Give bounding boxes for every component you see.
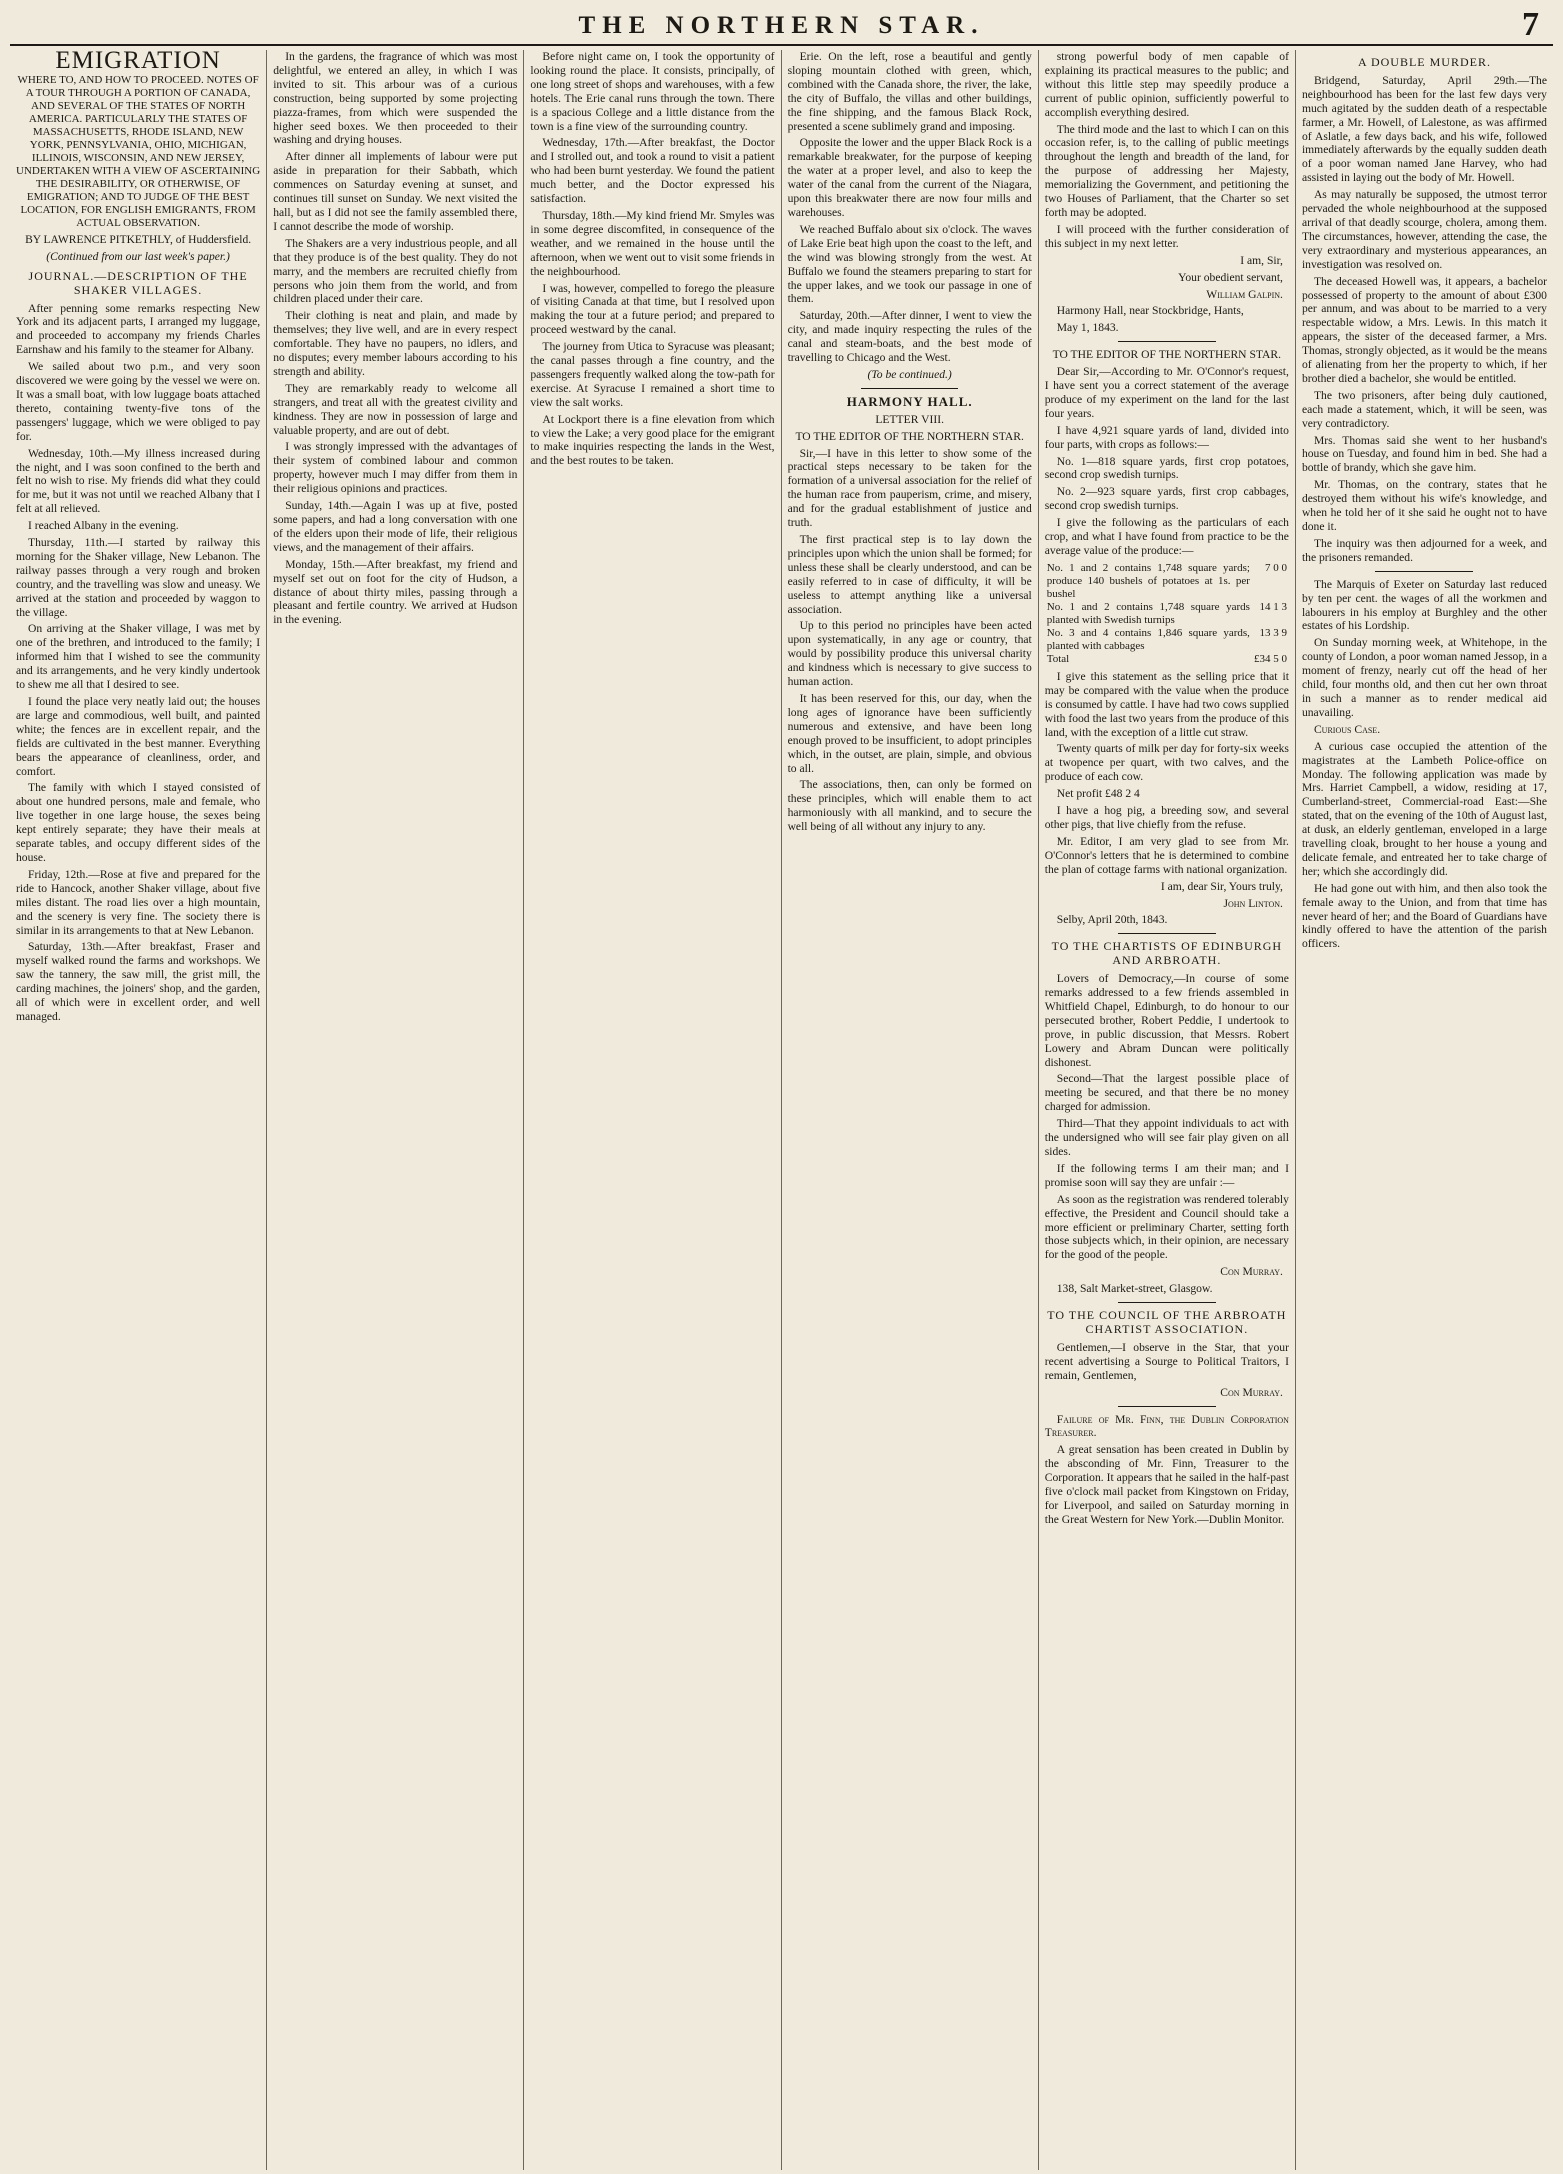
- table-row: [1045, 627, 1289, 653]
- article-paragraph: No. 1—818 square yards, first crop potatoes, second crop swedish turnips.: [1044, 454, 1289, 482]
- article-paragraph: Net profit £48 2 4: [1056, 787, 1140, 801]
- article-paragraph: He had gone out with him, and then also took the female away to the Union, and from that time has never heard of her; and the Board of Guardians have kindly offered to have the attention of the parish officers.: [1301, 881, 1547, 951]
- article-paragraph: I was strongly impressed with the advantages of their system of combined labour and common property, however much I may differ from them in their religious opinions and practices.: [273, 440, 518, 496]
- article-paragraph: No. 2—923 square yards, first crop cabbages, second crop swedish turnips.: [1044, 485, 1289, 513]
- finn-heading: Failure of Mr. Finn, the Dublin Corporation Treasurer.: [1044, 1412, 1289, 1440]
- page-number: 7: [1522, 6, 1539, 43]
- article-paragraph: As soon as the registration was rendered tolerably effective, the President and Council should take a more efficient or preliminary Charter, setting forth those subjects which, in their opinion, are necessary for the good of the people.: [1044, 1192, 1289, 1262]
- column-3: [524, 50, 781, 2170]
- article-paragraph: Mrs. Thomas said she went to her husband's house on Tuesday, and found him in bed. She had a bottle of brandy, which she gave him.: [1301, 433, 1547, 475]
- table-row: [1045, 653, 1289, 666]
- section-divider: [1118, 1302, 1216, 1303]
- arbroath-heading: TO THE COUNCIL OF THE ARBROATH CHARTIST ASSOCIATION.: [1047, 1308, 1287, 1336]
- column-6: [1296, 50, 1553, 2170]
- article-paragraph: strong powerful body of men capable of explaining its practical measures to the public; and without this little step may speedily produce a current of public opinion, sufficiently powerful to accomplish everything desired.: [1044, 50, 1289, 119]
- letter-closing: I am, dear Sir, Yours truly,: [1160, 879, 1283, 893]
- emigration-deck: WHERE TO, AND HOW TO PROCEED. NOTES OF A TOUR THROUGH A PORTION OF CANADA, AND SEVERAL OF THE STATES OF NORTH AMERICA. PARTICULARLY THE STATES OF MASSACHUSETTS, RHODE ISLAND, NEW YORK, PENNSYLVANIA, OHIO, MICHIGAN, ILLINOIS, WISCONSIN, AND NEW JERSEY, UNDERTAKEN WITH A VIEW OF ASCERTAINING THE DESIRABILITY, OR OTHERWISE, OF EMIGRATION; AND TO JUDGE OF THE BEST LOCATION, FOR ENGLISH EMIGRANTS, FROM ACTUAL OBSERVATION.: [16, 73, 261, 229]
- article-paragraph: I was, however, compelled to forego the pleasure of visiting Canada at that time, but I resolved upon making the tour at a future period; and prepared to proceed westward by the canal.: [530, 281, 775, 337]
- article-paragraph: The associations, then, can only be formed on these principles, which will enable them to act harmoniously with all mankind, and to secure the well being of all without any injury to any.: [787, 778, 1032, 834]
- article-paragraph: Friday, 12th.—Rose at five and prepared for the ride to Hancock, another Shaker village, about five miles distant. The road lies over a high mountain, and the scenery is very fine. The society there is similar in its arrangements to that at New Lebanon.: [16, 867, 261, 937]
- article-paragraph: After penning some remarks respecting New York and its adjacent parts, I arranged my luggage, and proceeded to accompany my friends Charles Earnshaw and his family to the steamer for Albany.: [16, 301, 261, 357]
- article-paragraph: The Marquis of Exeter on Saturday last reduced by ten per cent. the wages of all the workmen and labourers in his employ at Burghley and the other estates of his Lordship.: [1301, 577, 1547, 633]
- article-paragraph: They are remarkably ready to welcome all strangers, and treat all with the greatest civility and kindness. They are now in possession of large and valuable property, and are out of debt.: [273, 381, 518, 437]
- letter-place: Selby, April 20th, 1843.: [1056, 913, 1168, 927]
- article-paragraph: Wednesday, 17th.—After breakfast, the Doctor and I strolled out, and took a round to visit a patient who had been burnt yesterday. We found the patient much better, and the Doctor expressed his satisfaction.: [530, 136, 775, 206]
- table-cell-value: 14 1 3: [1259, 600, 1287, 613]
- table-row: [1045, 601, 1289, 627]
- table-cell-label: No. 1 and 2 contains 1,748 square yards; produce 140 bushels of potatoes at 1s. per bushel: [1046, 561, 1250, 600]
- article-paragraph: Second—That the largest possible place of meeting be secured, and that there be no money charged for admission.: [1044, 1072, 1289, 1114]
- article-paragraph: Thursday, 11th.—I started by railway this morning for the Shaker village, New Lebanon. The railway passes through a very rough and broken country, and the travelling was slow and uneasy. We arrived at the station and proceeded by waggon to the village.: [16, 536, 261, 619]
- table-row: [1045, 562, 1289, 601]
- article-paragraph: Wednesday, 10th.—My illness increased during the night, and I was soon confined to the berth and felt no wish to rise. My friends did what they could for me, but it was not until we reached Albany that I felt at all relieved.: [16, 446, 261, 516]
- article-paragraph: I have 4,921 square yards of land, divided into four parts, with crops as follows:—: [1044, 423, 1289, 451]
- article-paragraph: A great sensation has been created in Dublin by the absconding of Mr. Finn, Treasurer to the Corporation. It appears that he sailed in the half-past five o'clock mail packet from Kingstown on Friday, for Liverpool, and sailed on Saturday morning in the Great Western for New York.—Dublin Monitor.: [1044, 1443, 1289, 1526]
- newspaper-title: THE NORTHERN STAR.: [578, 12, 985, 39]
- letter-signature: Con Murray.: [1220, 1265, 1283, 1279]
- emigration-byline: BY LAWRENCE PITKETHLY, of Huddersfield.: [25, 233, 252, 246]
- article-paragraph: At Lockport there is a fine elevation from which to view the Lake; a very good place for the emigrant to make inquiries respecting the lands in the West, and the best routes to be taken.: [530, 412, 775, 468]
- article-paragraph: Sir,—I have in this letter to show some of the practical steps necessary to be taken for the formation of a universal association for the relief of the human race from pauperism, crime, and misery, and for the gradual establishment of justice and truth.: [787, 446, 1032, 530]
- article-paragraph: Sunday, 14th.—Again I was up at five, posted some papers, and had a long conversation with one of the elders upon their mode of life, their religious views, and the management of their affairs.: [273, 499, 518, 554]
- article-paragraph: Mr. Editor, I am very glad to see from Mr. O'Connor's letters that he is determined to combine the plan of cottage farms with national organization.: [1044, 834, 1289, 876]
- article-paragraph: Thursday, 18th.—My kind friend Mr. Smyles was in some degree discomfited, in consequence of the weather, and we remained in the house until the afternoon, when we went out to visit some friends in the neighbourhood.: [530, 208, 775, 278]
- article-paragraph: Lovers of Democracy,—In course of some remarks addressed to a few friends assembled in Whitfield Chapel, Edinburgh, to do honour to our persecuted brother, Robert Peddie, I undertook to prove, in public discussion, that Messrs. Robert Lowery and Abram Duncan were politically dishonest.: [1044, 972, 1289, 1069]
- article-paragraph: It has been reserved for this, our day, when the long ages of ignorance have been sufficiently numerous and extensive, and have been long enough proved to be insufficient, to adopt principles which, in the outset, are plain, simple, and obvious to all.: [787, 691, 1032, 775]
- column-5: [1039, 50, 1296, 2170]
- letter-closing: I am, Sir,: [1240, 253, 1283, 267]
- article-paragraph: The third mode and the last to which I can on this occasion refer, is, to the calling of public meetings throughout the length and breadth of the land, for the purpose of addressing her Majesty, memorializing the Government, and petitioning the two Houses of Parliament, that the Charter so set forth may be adopted.: [1044, 122, 1289, 219]
- harmony-hall-heading: HARMONY HALL.: [846, 393, 973, 409]
- article-paragraph: The first practical step is to lay down the principles upon which the union shall be formed; for unless these shall be clearly understood, and can be easily referred to in case of difficulty, it will be useless to attempt anything like a universal association.: [787, 533, 1032, 616]
- letter-date: May 1, 1843.: [1056, 321, 1119, 335]
- column-4: [782, 50, 1039, 2170]
- article-paragraph: Before night came on, I took the opportunity of looking round the place. It consists, principally, of one long street of shops and warehouses, with a few hotels. The Erie canal runs through the town. There is a spacious College and a little distance from the town is a fine view of the surrounding country.: [530, 50, 775, 133]
- section-divider: [861, 388, 959, 389]
- article-paragraph: As may naturally be supposed, the utmost terror pervaded the whole neighbourhood at the supposed arrival of that deadly scourge, cholera, among them. The circumstances, however, attending the case, the very extraordinary and mysterious appearances, an investigation was resolved on.: [1301, 188, 1547, 271]
- article-paragraph: The deceased Howell was, it appears, a bachelor possessed of property to the amount of about £300 per annum, and was about to be married to a very respectable widow, a Mrs. Lewis. In this match it appears, the sister of the deceased farmer, a Mrs. Thomas, strongly objected, as it would be the means of alienating from her the property to which, if her brother died a bachelor, she would be entitled.: [1301, 274, 1547, 385]
- letter-place: Harmony Hall, near Stockbridge, Hants,: [1056, 304, 1244, 318]
- section-divider: [1375, 571, 1473, 572]
- article-paragraph: Bridgend, Saturday, April 29th.—The neighbourhood has been for the last few days very much agitated by the sudden death of a respectable farmer, a Mr. Howell, of Lalestone, as was affirmed of Aslatle, a few days back, and his wife, followed immediately afterwards by the equally sudden death of a poor woman named Jane Harvey, who had assisted in laying out the body of Mr. Howell.: [1301, 73, 1547, 185]
- article-paragraph: The journey from Utica to Syracuse was pleasant; the canal passes through a fine country, and the passengers frequently walked along the tow-path for exercise. At Syracuse I remained a short time to view the salt works.: [530, 340, 775, 409]
- article-paragraph: In the gardens, the fragrance of which was most delightful, we entered an alley, in which I was invited to sit. This arbour was of a curious construction, being supported by some projecting piazza-frames, from which were suspended the higher seed boxes. We then proceeded to their washing and drying houses.: [273, 50, 518, 147]
- article-paragraph: The family with which I stayed consisted of about one hundred persons, male and female, who live together in one large house, the sexes being kept entirely separate; they have their meals at separate tables, and occupy different sides of the house.: [16, 781, 261, 864]
- column-layout: [10, 50, 1553, 2170]
- letter-place: 138, Salt Market-street, Glasgow.: [1056, 1282, 1213, 1296]
- table-cell-value: 13 3 9: [1259, 626, 1287, 639]
- table-cell-value: 7 0 0: [1264, 561, 1287, 574]
- section-divider: [1118, 341, 1216, 342]
- to-be-continued: (To be continued.): [867, 367, 952, 381]
- article-paragraph: We reached Buffalo about six o'clock. The waves of Lake Erie beat high upon the coast to the left, and the wind was blowing strongly from the west. At Buffalo we found the steamers preparing to start for the upper lakes, and we took our passage in one of them.: [787, 222, 1032, 306]
- letter-signature: William Galpin.: [1206, 287, 1283, 301]
- article-paragraph: Opposite the lower and the upper Black Rock is a remarkable breakwater, for the purpose of keeping the water at a proper level, and also to keep the water of the canal from the current of the Niagara, upon this breakwater there are now four mills and warehouses.: [787, 136, 1032, 219]
- letter-number: LETTER VIII.: [875, 412, 944, 426]
- article-paragraph: On arriving at the Shaker village, I was met by one of the brethren, and introduced to the family; I informed him that I wished to see the community and its arrangements, and he very kindly undertook to shew me all that I desired to see.: [16, 622, 261, 692]
- section-divider: [1118, 933, 1216, 934]
- article-paragraph: Erie. On the left, rose a beautiful and gently sloping mountain clothed with green, which, combined with the Canada shore, the river, the lake, the city of Buffalo, the villas and other buildings, the fine shipping, and the famous Black Rock, presented a scene sublimely grand and imposing.: [787, 50, 1032, 133]
- article-paragraph: The Shakers are a very industrious people, and all that they produce is of the best quality. They do not marry, and the members are recruited chiefly from persons who join them from the world, and from children placed under their care.: [273, 236, 518, 306]
- article-paragraph: I give the following as the particulars of each crop, and what I have found from practice to be the average value of the produce:—: [1044, 516, 1289, 557]
- section-divider: [1118, 1406, 1216, 1407]
- article-paragraph: On Sunday morning week, at Whitehope, in the county of London, a poor woman named Jessop, in a moment of frenzy, nearly cut off the head of her child, four months old, and then cut her own throat in such a manner as to render medical aid unavailing.: [1301, 636, 1547, 719]
- column-2: [267, 50, 524, 2170]
- chartists-heading: TO THE CHARTISTS OF EDINBURGH AND ARBROATH.: [1051, 939, 1283, 968]
- table-cell-label: No. 3 and 4 contains 1,846 square yards, planted with cabbages: [1046, 626, 1250, 652]
- double-murder-heading: A DOUBLE MURDER.: [1357, 55, 1491, 69]
- article-paragraph: I found the place very neatly laid out; the houses are large and commodious, well built, and painted white; the fences are in excellent repair, and the fields are cultivated in the best manner. Everything bears the appearance of cleanliness, order, and comfort.: [16, 695, 261, 778]
- table-cell-label: No. 1 and 2 contains 1,748 square yards planted with Swedish turnips: [1046, 600, 1250, 626]
- article-paragraph: The two prisoners, after being duly cautioned, each made a statement, which, it will be seen, was very contradictory.: [1301, 388, 1547, 430]
- article-paragraph: I reached Albany in the evening.: [28, 519, 179, 533]
- curious-case-heading: Curious Case.: [1313, 722, 1381, 736]
- article-paragraph: Their clothing is neat and plain, and made by themselves; they live well, and are in every respect comfortable. They have no paupers, no idlers, and no disputes; every member labours according to his strength and ability.: [273, 309, 518, 378]
- masthead: [10, 6, 1553, 46]
- article-paragraph: Dear Sir,—According to Mr. O'Connor's request, I have sent you a correct statement of the average produce of my experiment on the land for the last four years.: [1044, 365, 1289, 420]
- letter-addressee: TO THE EDITOR OF THE NORTHERN STAR.: [795, 429, 1024, 443]
- letter-signature: Con Murray.: [1220, 1385, 1283, 1399]
- letter-signature: John Linton.: [1223, 896, 1283, 910]
- letter-closing: Your obedient servant,: [1178, 270, 1283, 284]
- article-paragraph: Saturday, 13th.—After breakfast, Fraser and myself walked round the farms and workshops. We saw the tannery, the saw mill, the grist mill, the carding machines, the joiners' shop, and the garden, all of which were in excellent order, and well managed.: [16, 940, 261, 1023]
- article-paragraph: I will proceed with the further consideration of this subject in my next letter.: [1044, 222, 1289, 250]
- article-paragraph: The inquiry was then adjourned for a week, and the prisoners remanded.: [1301, 536, 1547, 564]
- continued-note: (Continued from our last week's paper.): [46, 249, 230, 263]
- article-paragraph: Third—That they appoint individuals to act with the undersigned who will see fair play given on all sides.: [1044, 1117, 1289, 1158]
- journal-heading: JOURNAL.—DESCRIPTION OF THE SHAKER VILLAGES.: [28, 268, 248, 297]
- emigration-heading: EMIGRATION: [55, 50, 221, 74]
- article-paragraph: We sailed about two p.m., and very soon discovered we were going by the vessel we were on. It was a small boat, with low luggage boats attached thereto, containing twenty-five tons of the passengers' luggage, which we were obliged to pay for.: [16, 360, 261, 443]
- article-paragraph: Gentlemen,—I observe in the Star, that your recent advertising a Sourge to Political Traitors, I remain, Gentlemen,: [1044, 1340, 1289, 1382]
- article-paragraph: Up to this period no principles have been acted upon systematically, in any age or country, that would by possibility produce this universal charity and kindness which is necessary to give success to human action.: [787, 619, 1032, 689]
- article-paragraph: I have a hog pig, a breeding sow, and several other pigs, that live chiefly from the refuse.: [1044, 804, 1289, 831]
- article-paragraph: A curious case occupied the attention of the magistrates at the Lambeth Police-office on Monday. The following application was made by Mrs. Harriet Campbell, a widow, residing at 17, Cumberland-street, Commercial-road East:—She stated, that on the evening of the 10th of August last, at dusk, an elderly gentleman, enveloped in a large travelling cloak, brought to her house a young and delicate female, and entreated her to take charge of her; which she accordingly did.: [1301, 739, 1547, 878]
- article-paragraph: If the following terms I am their man; and I promise soon will say they are unfair :—: [1044, 1161, 1289, 1189]
- article-paragraph: Mr. Thomas, on the contrary, states that he destroyed them without his wife's knowledge, and when he told her of it she said he ought not to have done it.: [1301, 478, 1547, 533]
- article-paragraph: After dinner all implements of labour were put aside in preparation for their Sabbath, which commences on Saturday evening at sunset, and continues till sunset on Sunday. We next visited the hall, but as I did not see the family assembled there, I cannot describe the mode of worship.: [273, 150, 518, 233]
- article-paragraph: Twenty quarts of milk per day for forty-six weeks at twopence per quart, with two calves, and the produce of each cow.: [1044, 742, 1289, 784]
- letter-addressee: TO THE EDITOR OF THE NORTHERN STAR.: [1052, 348, 1282, 362]
- produce-table: [1045, 562, 1289, 666]
- article-paragraph: Monday, 15th.—After breakfast, my friend and myself set out on foot for the city of Hudson, a distance of about thirty miles, passing through a pleasant and fertile country. We arrived at Hudson in the evening.: [273, 557, 518, 627]
- column-1: [10, 50, 267, 2170]
- table-cell-value: £34 5 0: [1253, 652, 1287, 665]
- table-cell-label: Total: [1046, 652, 1070, 665]
- article-paragraph: I give this statement as the selling price that it may be compared with the value when the produce is consumed by cattle. I have had two cows supplied with food the last two years from the produce of this land, with the exception of a little cut straw.: [1044, 669, 1289, 739]
- article-paragraph: Saturday, 20th.—After dinner, I went to view the city, and made inquiry respecting the rules of the canal and steam-boats, and the best mode of travelling to Chicago and the West.: [787, 309, 1032, 365]
